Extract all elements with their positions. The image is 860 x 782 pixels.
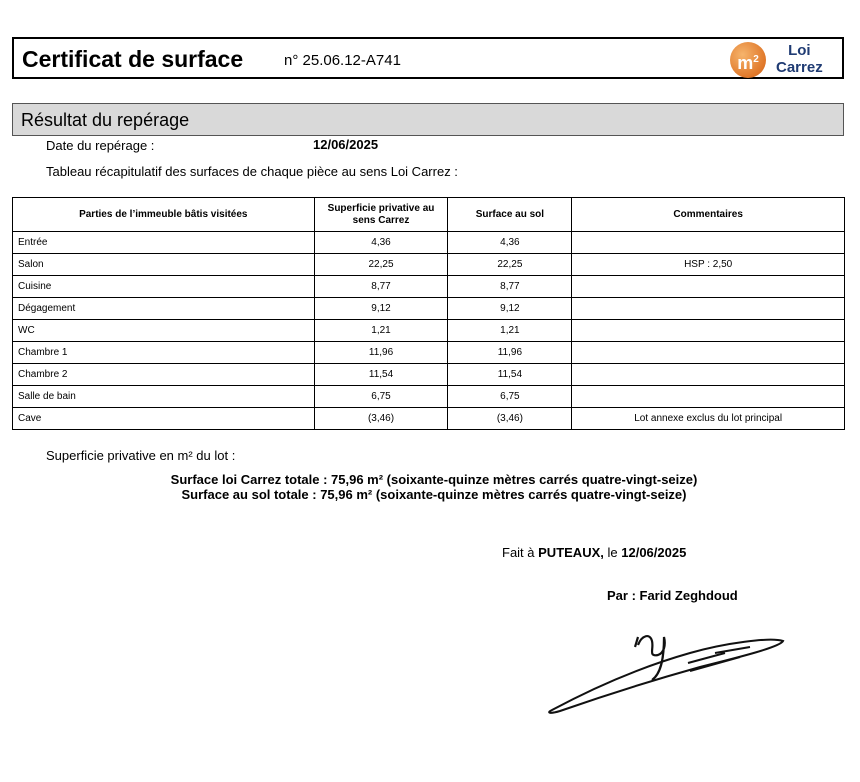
- carrez-value: 9,12: [314, 298, 448, 320]
- column-header-comments: Commentaires: [572, 198, 845, 232]
- comment: [572, 232, 845, 254]
- carrez-value: 8,77: [314, 276, 448, 298]
- logo-text: Loi Carrez: [776, 42, 823, 76]
- table-row: [13, 364, 845, 386]
- surface-table: [12, 197, 845, 430]
- floor-value: 11,54: [448, 364, 572, 386]
- date-label: Date du repérage :: [46, 138, 155, 153]
- table-row: [13, 254, 845, 276]
- signed-by: Par : Farid Zeghdoud: [607, 588, 738, 603]
- floor-value: 9,12: [448, 298, 572, 320]
- fait-prefix: Fait à: [502, 545, 535, 560]
- comment: Lot annexe exclus du lot principal: [572, 408, 845, 430]
- floor-value: 11,96: [448, 342, 572, 364]
- le-word: le: [607, 545, 618, 560]
- table-row: [13, 232, 845, 254]
- room-name: Dégagement: [13, 298, 315, 320]
- table-row: [13, 408, 845, 430]
- column-header-carrez: Superficie privative au sens Carrez: [314, 198, 448, 232]
- column-header-rooms: Parties de l’immeuble bâtis visitées: [13, 198, 315, 232]
- column-header-floor: Surface au sol: [448, 198, 572, 232]
- intro-text: Tableau récapitulatif des surfaces de chaque pièce au sens Loi Carrez :: [46, 164, 458, 179]
- superficie-label: Superficie privative en m² du lot :: [46, 448, 236, 463]
- floor-value: 1,21: [448, 320, 572, 342]
- table-row: [13, 298, 845, 320]
- carrez-value: 4,36: [314, 232, 448, 254]
- carrez-value: 6,75: [314, 386, 448, 408]
- section-header: [12, 103, 844, 136]
- loi-carrez-logo: [728, 42, 828, 76]
- carrez-value: 11,96: [314, 342, 448, 364]
- table-row: [13, 276, 845, 298]
- certificate-title: Certificat de surface: [22, 46, 244, 72]
- floor-value: 6,75: [448, 386, 572, 408]
- comment: [572, 298, 845, 320]
- table-row: [13, 342, 845, 364]
- table-header-row: [13, 198, 845, 232]
- m2-logo-icon: $m^2$: [730, 42, 766, 78]
- table-row: [13, 386, 845, 408]
- certificate-number: n° 25.06.12-A741: [284, 52, 401, 69]
- room-name: Entrée: [13, 232, 315, 254]
- room-name: Chambre 1: [13, 342, 315, 364]
- comment: [572, 386, 845, 408]
- signature-date: 12/06/2025: [621, 545, 687, 560]
- city: PUTEAUX,: [538, 545, 604, 560]
- comment: [572, 364, 845, 386]
- date-value: 12/06/2025: [313, 137, 379, 152]
- floor-value: 4,36: [448, 232, 572, 254]
- room-name: Salle de bain: [13, 386, 315, 408]
- comment: [572, 342, 845, 364]
- floor-value: (3,46): [448, 408, 572, 430]
- signature-icon: [540, 625, 790, 720]
- section-title: Résultat du repérage: [21, 110, 190, 130]
- room-name: Cave: [13, 408, 315, 430]
- room-name: Cuisine: [13, 276, 315, 298]
- room-name: WC: [13, 320, 315, 342]
- room-name: Chambre 2: [13, 364, 315, 386]
- room-name: Salon: [13, 254, 315, 276]
- carrez-value: 11,54: [314, 364, 448, 386]
- floor-value: 8,77: [448, 276, 572, 298]
- total-carrez: Surface loi Carrez totale : 75,96 m² (soixante-quinze mètres carrés quatre-vingt-seize): [170, 472, 698, 487]
- certificate-header: [12, 37, 844, 79]
- place-date-line: [502, 545, 686, 560]
- carrez-value: 22,25: [314, 254, 448, 276]
- comment: [572, 320, 845, 342]
- comment: HSP : 2,50: [572, 254, 845, 276]
- comment: [572, 276, 845, 298]
- carrez-value: 1,21: [314, 320, 448, 342]
- table-row: [13, 320, 845, 342]
- carrez-value: (3,46): [314, 408, 448, 430]
- floor-value: 22,25: [448, 254, 572, 276]
- total-floor: Surface au sol totale : 75,96 m² (soixante-quinze mètres carrés quatre-vingt-seize): [181, 487, 687, 502]
